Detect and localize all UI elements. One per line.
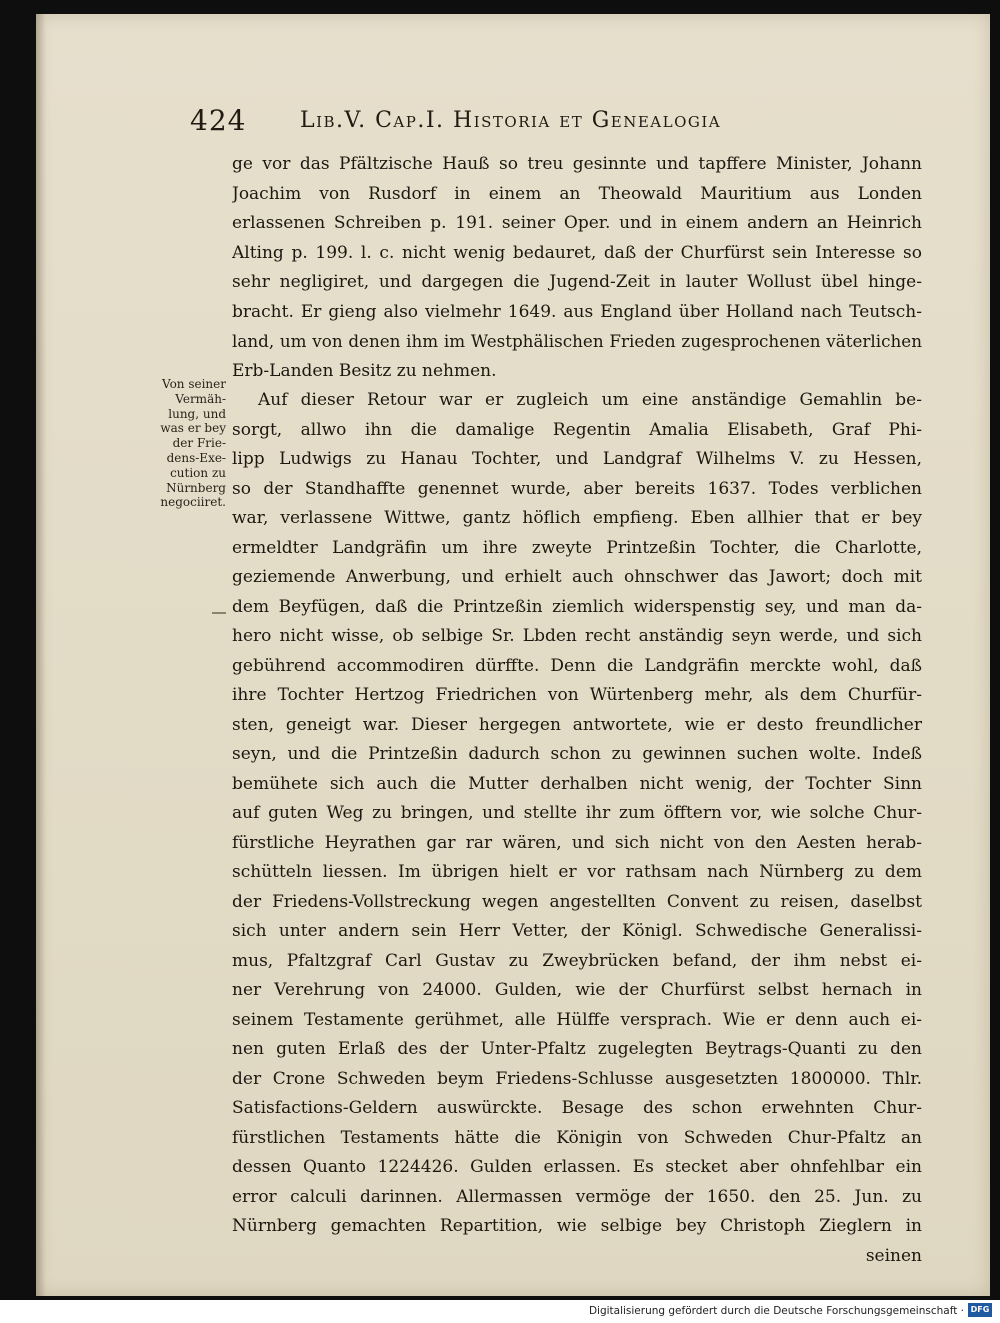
- text-line: auf guten Weg zu bringen, und stellte ihr zum öfftern vor, wie solche Chur-: [232, 803, 922, 823]
- text-line: gebührend accommodiren dürffte. Denn die Landgräfin merckte wohl, daß: [232, 655, 922, 676]
- margin-note-line: Vermäh-: [175, 391, 226, 406]
- margin-note-line: der Frie-: [172, 436, 226, 451]
- text-line: bracht. Er gieng also vielmehr 1649. aus England über Holland nach Teutsch-: [232, 301, 922, 322]
- text-line: seinem Testamente gerühmet, alle Hülffe versprach. Wie er denn auch ei-: [232, 1009, 922, 1030]
- margin-note-line: lung, und: [168, 406, 226, 421]
- text-line: error calculi darinnen. Allermassen vermöge der 1650. den 25. Jun. zu: [232, 1186, 922, 1207]
- text-line: der Crone Schweden beym Friedens-Schlusse ausgesetzten 1800000. Thlr.: [232, 1068, 922, 1089]
- text-line: dessen Quanto 1224426. Gulden erlassen. Es stecket aber ohnfehlbar ein: [232, 1157, 922, 1177]
- text-line: war, verlassene Wittwe, gantz höflich empfieng. Eben allhier that er bey: [232, 508, 922, 528]
- text-line: hero nicht wisse, ob selbige Sr. Lbden recht anständig seyn werde, und sich: [232, 626, 922, 646]
- text-line: lipp Ludwigs zu Hanau Tochter, und Landgraf Wilhelms V. zu Hessen,: [232, 449, 922, 469]
- text-line: mus, Pfaltzgraf Carl Gustav zu Zweybrücken befand, der ihm nebst ei-: [232, 950, 922, 971]
- text-line: sten, geneigt war. Dieser hergegen antwortete, wie er desto freundlicher: [232, 714, 922, 735]
- margin-mark: [212, 612, 226, 614]
- text-line: so der Standhaffte genennet wurde, aber bereits 1637. Todes verblichen: [232, 478, 922, 499]
- margin-note-line: Von seiner: [162, 377, 226, 391]
- text-line: ner Verehrung von 24000. Gulden, wie der Churfürst selbst hernach in: [232, 980, 922, 1000]
- text-line: nen guten Erlaß des der Unter-Pfaltz zugelegten Beytrags-Quanti zu den: [232, 1039, 922, 1059]
- text-line: sich unter andern sein Herr Vetter, der Königl. Schwedische Generalissi-: [232, 921, 922, 941]
- text-line: Auf dieser Retour war er zugleich um eine anständige Gemahlin be-: [258, 390, 922, 410]
- body-text: [232, 150, 922, 1271]
- text-line: Nürnberg gemachten Repartition, wie selbige bey Christoph Zieglern in: [232, 1216, 922, 1236]
- text-line: ermeldter Landgräfin um ihre zweyte Printzeßin Tochter, die Charlotte,: [232, 537, 922, 558]
- text-line: ihre Tochter Hertzog Friedrichen von Würtenberg mehr, als dem Churfür-: [232, 685, 922, 705]
- text-line: bemühete sich auch die Mutter derhalben nicht wenig, der Tochter Sinn: [232, 773, 922, 794]
- text-line: der Friedens-Vollstreckung wegen angestellten Convent zu reisen, daselbst: [232, 891, 922, 912]
- dfg-logo: DFG: [968, 1303, 992, 1317]
- text-line: Joachim von Rusdorf in einem an Theowald Mauritium aus Londen: [232, 183, 922, 204]
- text-line: fürstliche Heyrathen gar rar wären, und sich nicht von den Aesten herab-: [232, 832, 922, 853]
- text-line: schütteln liessen. Im übrigen hielt er vor rathsam nach Nürnberg zu dem: [232, 862, 922, 882]
- digitization-credit: Digitalisierung gefördert durch die Deutsche Forschungsgemeinschaft ·: [588, 1305, 964, 1317]
- margin-note: [134, 377, 226, 510]
- text-line: Satisfactions-Geldern auswürckte. Besage des schon erwehnten Chur-: [232, 1098, 922, 1118]
- text-line: land, um von denen ihm im Westphälischen Frieden zugesprochenen väterlichen: [232, 331, 922, 351]
- margin-note-line: dens-Exe-: [166, 450, 226, 465]
- text-line: dem Beyfügen, daß die Printzeßin ziemlich widerspenstig sey, und man da-: [232, 596, 922, 617]
- margin-note-line: Nürnberg: [166, 480, 226, 495]
- catchword: seinen: [865, 1245, 922, 1266]
- text-line: fürstlichen Testaments hätte die Königin von Schweden Chur-Pfaltz an: [232, 1127, 922, 1148]
- margin-note-line: was er bey: [160, 421, 226, 436]
- margin-note-line: cution zu: [170, 465, 226, 480]
- text-line: geziemende Anwerbung, und erhielt auch ohnschwer das Jawort; doch mit: [232, 567, 922, 587]
- text-line: Erb-Landen Besitz zu nehmen.: [232, 360, 497, 381]
- text-line: seyn, und die Printzeßin dadurch schon zu gewinnen suchen wolte. Indeß: [232, 744, 922, 764]
- text-line: Alting p. 199. l. c. nicht wenig bedauret, daß der Churfürst sein Interesse so: [232, 242, 922, 263]
- running-title: Lib.V. Cap.I. Historia et Genealogia: [300, 108, 722, 133]
- text-line: erlassenen Schreiben p. 191. seiner Oper. und in einem andern an Heinrich: [232, 213, 922, 233]
- text-line: sorgt, allwo ihn die damalige Regentin Amalia Elisabeth, Graf Phi-: [232, 419, 922, 440]
- page-number: 424: [190, 104, 247, 137]
- text-line: sehr negligiret, und dargegen die Jugend-Zeit in lauter Wollust übel hinge-: [232, 272, 922, 292]
- page-header: [190, 104, 910, 144]
- margin-note-line: negociiret.: [160, 495, 226, 510]
- text-line: ge vor das Pfältzische Hauß so treu gesinnte und tapffere Minister, Johann: [232, 154, 922, 174]
